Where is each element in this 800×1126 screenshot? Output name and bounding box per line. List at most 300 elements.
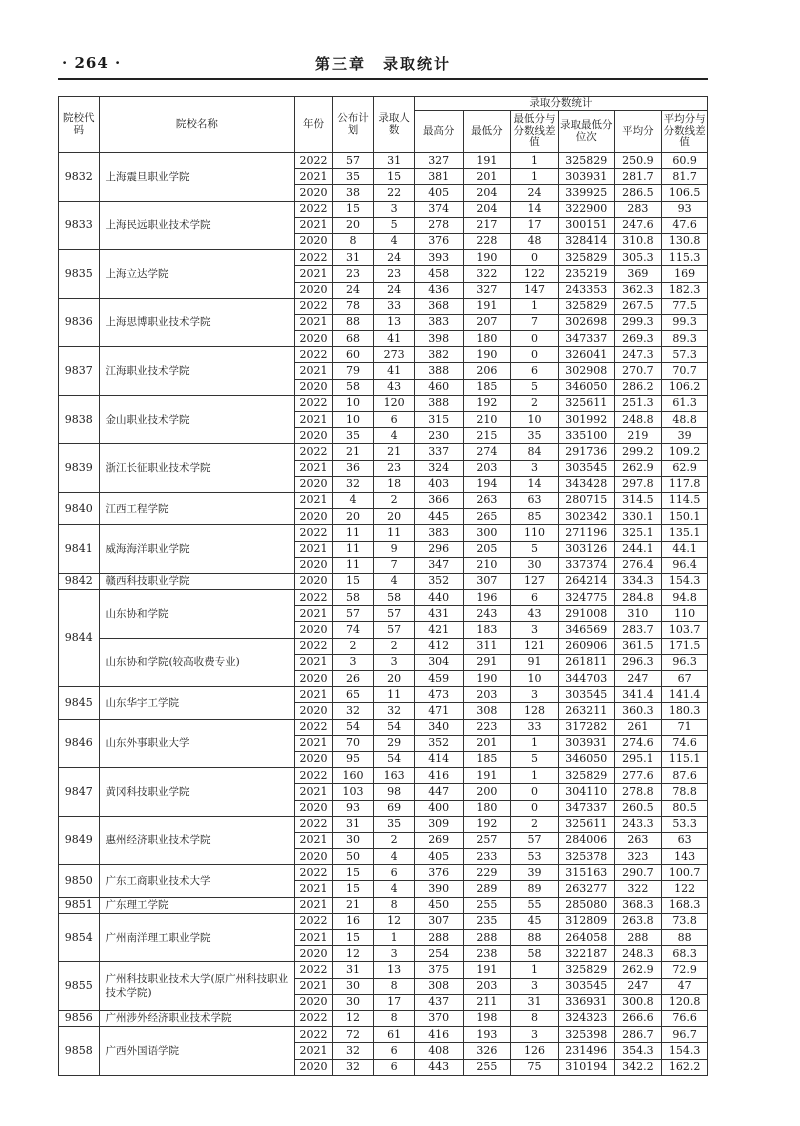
admitted-cell: 22 bbox=[374, 185, 415, 201]
admitted-cell: 3 bbox=[374, 946, 415, 962]
table-row bbox=[59, 153, 708, 169]
min-diff-cell: 35 bbox=[511, 428, 559, 444]
avg-score-cell: 341.4 bbox=[614, 687, 662, 703]
year-cell: 2020 bbox=[295, 1059, 333, 1075]
min-rank-cell: 263211 bbox=[558, 703, 614, 719]
min-score-cell: 257 bbox=[463, 832, 511, 848]
min-rank-cell: 346050 bbox=[558, 751, 614, 767]
min-score-cell: 243 bbox=[463, 606, 511, 622]
plan-cell: 3 bbox=[332, 654, 374, 670]
min-rank-cell: 243353 bbox=[558, 282, 614, 298]
chapter-title: 第三章 录取统计 bbox=[314, 55, 451, 73]
year-cell: 2020 bbox=[295, 557, 333, 573]
min-score-cell: 192 bbox=[463, 395, 511, 411]
school-code-cell: 9856 bbox=[59, 1010, 100, 1026]
avg-score-cell: 290.7 bbox=[614, 865, 662, 881]
min-score-cell: 201 bbox=[463, 735, 511, 751]
max-score-cell: 412 bbox=[414, 638, 463, 654]
min-rank-cell: 261811 bbox=[558, 654, 614, 670]
school-code-cell: 9850 bbox=[59, 865, 100, 897]
plan-cell: 4 bbox=[332, 492, 374, 508]
year-cell: 2022 bbox=[295, 444, 333, 460]
admitted-cell: 54 bbox=[374, 719, 415, 735]
year-cell: 2022 bbox=[295, 298, 333, 314]
min-diff-cell: 10 bbox=[511, 671, 559, 687]
avg-diff-cell: 60.9 bbox=[662, 153, 708, 169]
max-score-cell: 405 bbox=[414, 185, 463, 201]
min-diff-cell: 5 bbox=[511, 751, 559, 767]
avg-score-cell: 263 bbox=[614, 832, 662, 848]
max-score-cell: 459 bbox=[414, 671, 463, 687]
avg-score-cell: 276.4 bbox=[614, 557, 662, 573]
year-cell: 2022 bbox=[295, 347, 333, 363]
admitted-cell: 8 bbox=[374, 1010, 415, 1026]
plan-cell: 32 bbox=[332, 1059, 374, 1075]
plan-cell: 58 bbox=[332, 379, 374, 395]
admitted-cell: 6 bbox=[374, 865, 415, 881]
min-score-cell: 204 bbox=[463, 185, 511, 201]
school-name-cell: 赣西科技职业学院 bbox=[99, 573, 295, 589]
min-diff-cell: 55 bbox=[511, 897, 559, 913]
min-diff-cell: 48 bbox=[511, 233, 559, 249]
avg-diff-cell: 115.1 bbox=[662, 751, 708, 767]
avg-diff-cell: 135.1 bbox=[662, 525, 708, 541]
max-score-cell: 382 bbox=[414, 347, 463, 363]
min-diff-cell: 14 bbox=[511, 201, 559, 217]
avg-diff-cell: 70.7 bbox=[662, 363, 708, 379]
table-row bbox=[59, 250, 708, 266]
min-rank-cell: 324775 bbox=[558, 590, 614, 606]
avg-score-cell: 243.3 bbox=[614, 816, 662, 832]
header-year: 年份 bbox=[295, 97, 333, 153]
admitted-cell: 163 bbox=[374, 768, 415, 784]
avg-diff-cell: 162.2 bbox=[662, 1059, 708, 1075]
avg-score-cell: 299.3 bbox=[614, 314, 662, 330]
min-rank-cell: 335100 bbox=[558, 428, 614, 444]
avg-score-cell: 284.8 bbox=[614, 590, 662, 606]
school-code-cell: 9840 bbox=[59, 492, 100, 524]
avg-score-cell: 323 bbox=[614, 849, 662, 865]
plan-cell: 74 bbox=[332, 622, 374, 638]
plan-cell: 32 bbox=[332, 476, 374, 492]
avg-score-cell: 281.7 bbox=[614, 169, 662, 185]
min-rank-cell: 304110 bbox=[558, 784, 614, 800]
plan-cell: 35 bbox=[332, 428, 374, 444]
max-score-cell: 445 bbox=[414, 509, 463, 525]
school-name-cell: 浙江长征职业技术学院 bbox=[99, 444, 295, 493]
min-diff-cell: 45 bbox=[511, 913, 559, 929]
school-code-cell: 9851 bbox=[59, 897, 100, 913]
max-score-cell: 388 bbox=[414, 363, 463, 379]
table-row bbox=[59, 590, 708, 606]
admitted-cell: 57 bbox=[374, 622, 415, 638]
school-code-cell: 9846 bbox=[59, 719, 100, 768]
admitted-cell: 20 bbox=[374, 671, 415, 687]
min-rank-cell: 347337 bbox=[558, 800, 614, 816]
plan-cell: 11 bbox=[332, 557, 374, 573]
min-rank-cell: 284006 bbox=[558, 832, 614, 848]
plan-cell: 57 bbox=[332, 153, 374, 169]
min-rank-cell: 328414 bbox=[558, 233, 614, 249]
plan-cell: 93 bbox=[332, 800, 374, 816]
min-diff-cell: 0 bbox=[511, 347, 559, 363]
max-score-cell: 308 bbox=[414, 978, 463, 994]
school-name-cell: 上海民远职业技术学院 bbox=[99, 201, 295, 250]
plan-cell: 11 bbox=[332, 541, 374, 557]
avg-diff-cell: 122 bbox=[662, 881, 708, 897]
min-diff-cell: 63 bbox=[511, 492, 559, 508]
school-code-cell: 9838 bbox=[59, 395, 100, 444]
min-rank-cell: 325829 bbox=[558, 250, 614, 266]
table-row bbox=[59, 201, 708, 217]
avg-score-cell: 247 bbox=[614, 978, 662, 994]
plan-cell: 160 bbox=[332, 768, 374, 784]
school-name-cell: 上海震旦职业学院 bbox=[99, 153, 295, 202]
admitted-cell: 24 bbox=[374, 250, 415, 266]
min-diff-cell: 1 bbox=[511, 298, 559, 314]
min-rank-cell: 343428 bbox=[558, 476, 614, 492]
avg-score-cell: 322 bbox=[614, 881, 662, 897]
min-score-cell: 185 bbox=[463, 379, 511, 395]
min-score-cell: 206 bbox=[463, 363, 511, 379]
min-score-cell: 265 bbox=[463, 509, 511, 525]
min-score-cell: 201 bbox=[463, 169, 511, 185]
school-name-cell: 威海海洋职业学院 bbox=[99, 525, 295, 574]
table-row bbox=[59, 573, 708, 589]
max-score-cell: 269 bbox=[414, 832, 463, 848]
avg-score-cell: 277.6 bbox=[614, 768, 662, 784]
max-score-cell: 458 bbox=[414, 266, 463, 282]
avg-diff-cell: 143 bbox=[662, 849, 708, 865]
avg-diff-cell: 103.7 bbox=[662, 622, 708, 638]
admitted-cell: 3 bbox=[374, 201, 415, 217]
admitted-cell: 9 bbox=[374, 541, 415, 557]
min-diff-cell: 2 bbox=[511, 816, 559, 832]
page-number: · 264 · bbox=[62, 54, 122, 72]
avg-score-cell: 247.6 bbox=[614, 217, 662, 233]
year-cell: 2021 bbox=[295, 897, 333, 913]
max-score-cell: 347 bbox=[414, 557, 463, 573]
admitted-cell: 8 bbox=[374, 897, 415, 913]
min-diff-cell: 3 bbox=[511, 460, 559, 476]
avg-score-cell: 361.5 bbox=[614, 638, 662, 654]
plan-cell: 79 bbox=[332, 363, 374, 379]
year-cell: 2021 bbox=[295, 217, 333, 233]
max-score-cell: 460 bbox=[414, 379, 463, 395]
admitted-cell: 4 bbox=[374, 849, 415, 865]
avg-diff-cell: 72.9 bbox=[662, 962, 708, 978]
year-cell: 2020 bbox=[295, 800, 333, 816]
plan-cell: 78 bbox=[332, 298, 374, 314]
max-score-cell: 403 bbox=[414, 476, 463, 492]
min-rank-cell: 303931 bbox=[558, 735, 614, 751]
max-score-cell: 340 bbox=[414, 719, 463, 735]
avg-diff-cell: 106.5 bbox=[662, 185, 708, 201]
min-diff-cell: 0 bbox=[511, 250, 559, 266]
min-diff-cell: 1 bbox=[511, 169, 559, 185]
header-code: 院校代码 bbox=[59, 97, 100, 153]
min-rank-cell: 280715 bbox=[558, 492, 614, 508]
avg-diff-cell: 109.2 bbox=[662, 444, 708, 460]
min-diff-cell: 58 bbox=[511, 946, 559, 962]
year-cell: 2020 bbox=[295, 185, 333, 201]
admitted-cell: 13 bbox=[374, 962, 415, 978]
avg-diff-cell: 169 bbox=[662, 266, 708, 282]
min-diff-cell: 6 bbox=[511, 590, 559, 606]
min-rank-cell: 271196 bbox=[558, 525, 614, 541]
avg-diff-cell: 130.8 bbox=[662, 233, 708, 249]
year-cell: 2020 bbox=[295, 849, 333, 865]
plan-cell: 60 bbox=[332, 347, 374, 363]
min-score-cell: 229 bbox=[463, 865, 511, 881]
avg-diff-cell: 106.2 bbox=[662, 379, 708, 395]
min-score-cell: 327 bbox=[463, 282, 511, 298]
plan-cell: 15 bbox=[332, 881, 374, 897]
max-score-cell: 309 bbox=[414, 816, 463, 832]
avg-diff-cell: 117.8 bbox=[662, 476, 708, 492]
plan-cell: 15 bbox=[332, 930, 374, 946]
max-score-cell: 278 bbox=[414, 217, 463, 233]
avg-diff-cell: 115.3 bbox=[662, 250, 708, 266]
min-diff-cell: 0 bbox=[511, 784, 559, 800]
year-cell: 2022 bbox=[295, 395, 333, 411]
school-code-cell: 9837 bbox=[59, 347, 100, 396]
min-rank-cell: 326041 bbox=[558, 347, 614, 363]
min-diff-cell: 3 bbox=[511, 1027, 559, 1043]
table-row bbox=[59, 525, 708, 541]
year-cell: 2021 bbox=[295, 541, 333, 557]
min-diff-cell: 1 bbox=[511, 768, 559, 784]
school-code-cell: 9833 bbox=[59, 201, 100, 250]
avg-diff-cell: 96.3 bbox=[662, 654, 708, 670]
avg-diff-cell: 71 bbox=[662, 719, 708, 735]
admitted-cell: 43 bbox=[374, 379, 415, 395]
avg-score-cell: 283.7 bbox=[614, 622, 662, 638]
year-cell: 2021 bbox=[295, 492, 333, 508]
year-cell: 2022 bbox=[295, 201, 333, 217]
avg-score-cell: 295.1 bbox=[614, 751, 662, 767]
admitted-cell: 20 bbox=[374, 509, 415, 525]
admitted-cell: 15 bbox=[374, 169, 415, 185]
min-diff-cell: 122 bbox=[511, 266, 559, 282]
min-rank-cell: 302908 bbox=[558, 363, 614, 379]
admitted-cell: 2 bbox=[374, 832, 415, 848]
year-cell: 2022 bbox=[295, 525, 333, 541]
min-diff-cell: 0 bbox=[511, 800, 559, 816]
admitted-cell: 18 bbox=[374, 476, 415, 492]
year-cell: 2020 bbox=[295, 573, 333, 589]
year-cell: 2021 bbox=[295, 832, 333, 848]
avg-score-cell: 261 bbox=[614, 719, 662, 735]
min-score-cell: 307 bbox=[463, 573, 511, 589]
min-rank-cell: 303545 bbox=[558, 687, 614, 703]
min-diff-cell: 30 bbox=[511, 557, 559, 573]
min-diff-cell: 126 bbox=[511, 1043, 559, 1059]
avg-score-cell: 368.3 bbox=[614, 897, 662, 913]
avg-score-cell: 274.6 bbox=[614, 735, 662, 751]
year-cell: 2021 bbox=[295, 363, 333, 379]
avg-score-cell: 247 bbox=[614, 671, 662, 687]
plan-cell: 31 bbox=[332, 250, 374, 266]
min-diff-cell: 17 bbox=[511, 217, 559, 233]
school-code-cell: 9839 bbox=[59, 444, 100, 493]
table-row bbox=[59, 962, 708, 978]
plan-cell: 21 bbox=[332, 897, 374, 913]
min-diff-cell: 75 bbox=[511, 1059, 559, 1075]
min-score-cell: 191 bbox=[463, 298, 511, 314]
min-score-cell: 308 bbox=[463, 703, 511, 719]
plan-cell: 23 bbox=[332, 266, 374, 282]
year-cell: 2021 bbox=[295, 606, 333, 622]
school-name-cell: 山东协和学院(较高收费专业) bbox=[99, 638, 295, 687]
avg-diff-cell: 81.7 bbox=[662, 169, 708, 185]
min-score-cell: 203 bbox=[463, 687, 511, 703]
avg-diff-cell: 76.6 bbox=[662, 1010, 708, 1026]
school-code-cell: 9832 bbox=[59, 153, 100, 202]
min-score-cell: 200 bbox=[463, 784, 511, 800]
avg-diff-cell: 61.3 bbox=[662, 395, 708, 411]
max-score-cell: 440 bbox=[414, 590, 463, 606]
max-score-cell: 443 bbox=[414, 1059, 463, 1075]
avg-score-cell: 288 bbox=[614, 930, 662, 946]
max-score-cell: 366 bbox=[414, 492, 463, 508]
avg-diff-cell: 94.8 bbox=[662, 590, 708, 606]
header-plan: 公布计划 bbox=[332, 97, 374, 153]
year-cell: 2022 bbox=[295, 1027, 333, 1043]
table-row bbox=[59, 298, 708, 314]
admitted-cell: 1 bbox=[374, 930, 415, 946]
min-diff-cell: 1 bbox=[511, 153, 559, 169]
avg-score-cell: 296.3 bbox=[614, 654, 662, 670]
plan-cell: 26 bbox=[332, 671, 374, 687]
admitted-cell: 2 bbox=[374, 492, 415, 508]
min-rank-cell: 263277 bbox=[558, 881, 614, 897]
min-score-cell: 211 bbox=[463, 994, 511, 1010]
min-score-cell: 215 bbox=[463, 428, 511, 444]
header-min-diff: 最低分与分数线差值 bbox=[511, 111, 559, 153]
admitted-cell: 2 bbox=[374, 638, 415, 654]
max-score-cell: 436 bbox=[414, 282, 463, 298]
min-diff-cell: 2 bbox=[511, 395, 559, 411]
min-score-cell: 203 bbox=[463, 978, 511, 994]
max-score-cell: 383 bbox=[414, 314, 463, 330]
avg-diff-cell: 110 bbox=[662, 606, 708, 622]
avg-score-cell: 310.8 bbox=[614, 233, 662, 249]
avg-diff-cell: 57.3 bbox=[662, 347, 708, 363]
min-rank-cell: 325378 bbox=[558, 849, 614, 865]
min-rank-cell: 337374 bbox=[558, 557, 614, 573]
min-rank-cell: 315163 bbox=[558, 865, 614, 881]
min-diff-cell: 91 bbox=[511, 654, 559, 670]
avg-diff-cell: 154.3 bbox=[662, 573, 708, 589]
table-row bbox=[59, 492, 708, 508]
min-rank-cell: 231496 bbox=[558, 1043, 614, 1059]
avg-diff-cell: 180.3 bbox=[662, 703, 708, 719]
min-diff-cell: 88 bbox=[511, 930, 559, 946]
avg-score-cell: 354.3 bbox=[614, 1043, 662, 1059]
avg-score-cell: 334.3 bbox=[614, 573, 662, 589]
min-score-cell: 223 bbox=[463, 719, 511, 735]
max-score-cell: 324 bbox=[414, 460, 463, 476]
school-name-cell: 黄冈科技职业学院 bbox=[99, 768, 295, 817]
year-cell: 2021 bbox=[295, 169, 333, 185]
avg-score-cell: 248.8 bbox=[614, 412, 662, 428]
min-rank-cell: 325829 bbox=[558, 768, 614, 784]
year-cell: 2022 bbox=[295, 638, 333, 654]
max-score-cell: 375 bbox=[414, 962, 463, 978]
admitted-cell: 5 bbox=[374, 217, 415, 233]
school-name-cell: 惠州经济职业技术学院 bbox=[99, 816, 295, 865]
min-score-cell: 204 bbox=[463, 201, 511, 217]
min-rank-cell: 325829 bbox=[558, 298, 614, 314]
avg-diff-cell: 114.5 bbox=[662, 492, 708, 508]
table-row bbox=[59, 687, 708, 703]
min-score-cell: 311 bbox=[463, 638, 511, 654]
max-score-cell: 447 bbox=[414, 784, 463, 800]
min-score-cell: 203 bbox=[463, 460, 511, 476]
header-max: 最高分 bbox=[414, 111, 463, 153]
school-code-cell: 9855 bbox=[59, 962, 100, 1011]
avg-diff-cell: 96.4 bbox=[662, 557, 708, 573]
year-cell: 2020 bbox=[295, 946, 333, 962]
avg-score-cell: 219 bbox=[614, 428, 662, 444]
admitted-cell: 11 bbox=[374, 525, 415, 541]
max-score-cell: 304 bbox=[414, 654, 463, 670]
year-cell: 2021 bbox=[295, 881, 333, 897]
plan-cell: 8 bbox=[332, 233, 374, 249]
avg-diff-cell: 150.1 bbox=[662, 509, 708, 525]
max-score-cell: 398 bbox=[414, 331, 463, 347]
max-score-cell: 381 bbox=[414, 169, 463, 185]
max-score-cell: 471 bbox=[414, 703, 463, 719]
min-score-cell: 289 bbox=[463, 881, 511, 897]
min-score-cell: 196 bbox=[463, 590, 511, 606]
min-rank-cell: 300151 bbox=[558, 217, 614, 233]
min-score-cell: 274 bbox=[463, 444, 511, 460]
avg-score-cell: 270.7 bbox=[614, 363, 662, 379]
avg-score-cell: 262.9 bbox=[614, 962, 662, 978]
school-code-cell: 9841 bbox=[59, 525, 100, 574]
plan-cell: 31 bbox=[332, 962, 374, 978]
school-code-cell: 9844 bbox=[59, 590, 100, 687]
min-score-cell: 326 bbox=[463, 1043, 511, 1059]
min-score-cell: 217 bbox=[463, 217, 511, 233]
max-score-cell: 416 bbox=[414, 768, 463, 784]
admitted-cell: 4 bbox=[374, 881, 415, 897]
min-score-cell: 190 bbox=[463, 347, 511, 363]
year-cell: 2020 bbox=[295, 476, 333, 492]
avg-score-cell: 286.2 bbox=[614, 379, 662, 395]
avg-score-cell: 342.2 bbox=[614, 1059, 662, 1075]
min-diff-cell: 127 bbox=[511, 573, 559, 589]
min-score-cell: 191 bbox=[463, 153, 511, 169]
min-score-cell: 228 bbox=[463, 233, 511, 249]
min-score-cell: 191 bbox=[463, 768, 511, 784]
avg-score-cell: 305.3 bbox=[614, 250, 662, 266]
min-rank-cell: 347337 bbox=[558, 331, 614, 347]
min-rank-cell: 325829 bbox=[558, 962, 614, 978]
min-diff-cell: 1 bbox=[511, 962, 559, 978]
min-score-cell: 180 bbox=[463, 800, 511, 816]
min-score-cell: 210 bbox=[463, 412, 511, 428]
table-row bbox=[59, 865, 708, 881]
min-diff-cell: 85 bbox=[511, 509, 559, 525]
plan-cell: 88 bbox=[332, 314, 374, 330]
avg-diff-cell: 171.5 bbox=[662, 638, 708, 654]
school-name-cell: 江海职业技术学院 bbox=[99, 347, 295, 396]
plan-cell: 50 bbox=[332, 849, 374, 865]
plan-cell: 10 bbox=[332, 412, 374, 428]
